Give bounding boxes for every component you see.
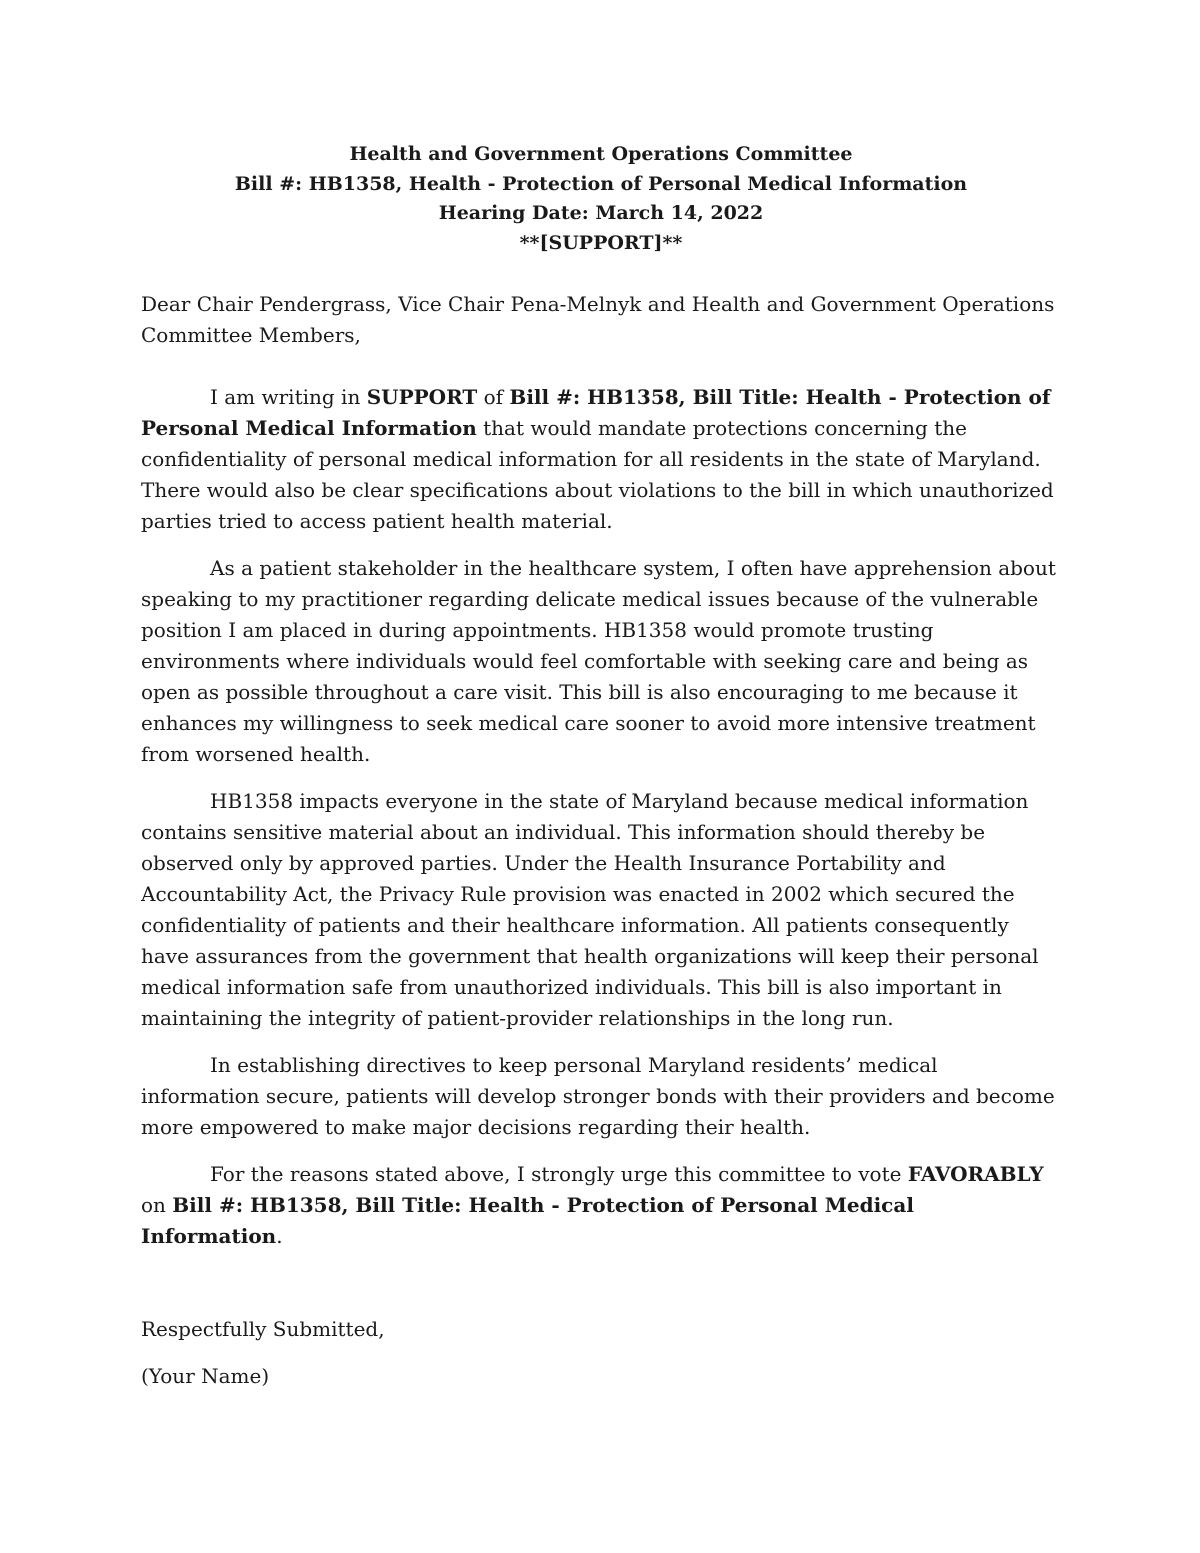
salutation: Dear Chair Pendergrass, Vice Chair Pena-Melnyk and Health and Government Operations Committee Members, xyxy=(141,292,1055,347)
para1-text-2: of xyxy=(477,385,510,409)
paragraph-stakeholder: As a patient stakeholder in the healthcare system, I often have apprehension about speaking to my practitioner regarding delicate medical issues because of the vulnerable position I am placed in during appointments. HB1358 would promote trusting environments where individuals would feel comfortable with seeking care and being as open as possible throughout a care visit. This bill is also encouraging to me because it enhances my willingness to seek medical care sooner to avoid more intensive treatment from worsened health. xyxy=(141,556,1056,766)
paragraph-impacts: HB1358 impacts everyone in the state of Maryland because medical information contains sensitive material about an individual. This information should thereby be observed only by approved parties. Under the Health Insurance Portability and Accountability Act, the Privacy Rule provision was enacted in 2002 which secured the confidentiality of patients and their healthcare information. All patients consequently have assurances from the government that health organizations will keep their personal medical information safe from unauthorized individuals. This bill is also important in maintaining the integrity of patient-provider relationships in the long run. xyxy=(141,789,1039,1030)
hearing-date: Hearing Date: March 14, 2022 xyxy=(438,202,764,224)
para1-text-3: that would mandate protections concerning the confidentiality of personal medical information for all residents in the state of Maryland. There would also be clear specifications about violations to the bill in which unauthorized parties tried to access patient health material. xyxy=(141,416,1054,533)
bill-line: Bill #: HB1358, Health - Protection of Personal Medical Information xyxy=(234,172,968,195)
para1-text-1: I am writing in xyxy=(210,385,367,409)
para5-text-1: For the reasons stated above, I strongly urge this committee to vote xyxy=(210,1162,908,1186)
paragraph-directives: In establishing directives to keep personal Maryland residents’ medical information secure, patients will develop stronger bonds with their providers and become more empowered to make major decisions regarding their health. xyxy=(141,1053,1055,1139)
letter-page xyxy=(141,140,1061,1408)
para1-support-bold: SUPPORT xyxy=(366,385,478,409)
para1-bill-title-bold: Bill #: HB1358, Bill Title: Health - Protection of Personal Medical Information xyxy=(141,385,1051,440)
letter-header xyxy=(141,140,1061,258)
para5-bill-title-bold: Bill #: HB1358, Bill Title: Health - Protection of Personal Medical Information xyxy=(141,1193,914,1248)
paragraph-support xyxy=(141,382,1061,537)
position-label: **[SUPPORT]** xyxy=(519,231,683,254)
signoff: Respectfully Submitted, xyxy=(141,1317,385,1341)
para5-text-3: . xyxy=(276,1224,283,1248)
para5-favorably-bold: FAVORABLY xyxy=(907,1162,1044,1186)
paragraph-conclusion xyxy=(141,1159,1061,1252)
signer-name: (Your Name) xyxy=(141,1364,270,1388)
closing-block xyxy=(141,1314,1061,1392)
para5-text-2: on xyxy=(141,1193,173,1217)
committee-title: Health and Government Operations Committee xyxy=(349,143,853,165)
